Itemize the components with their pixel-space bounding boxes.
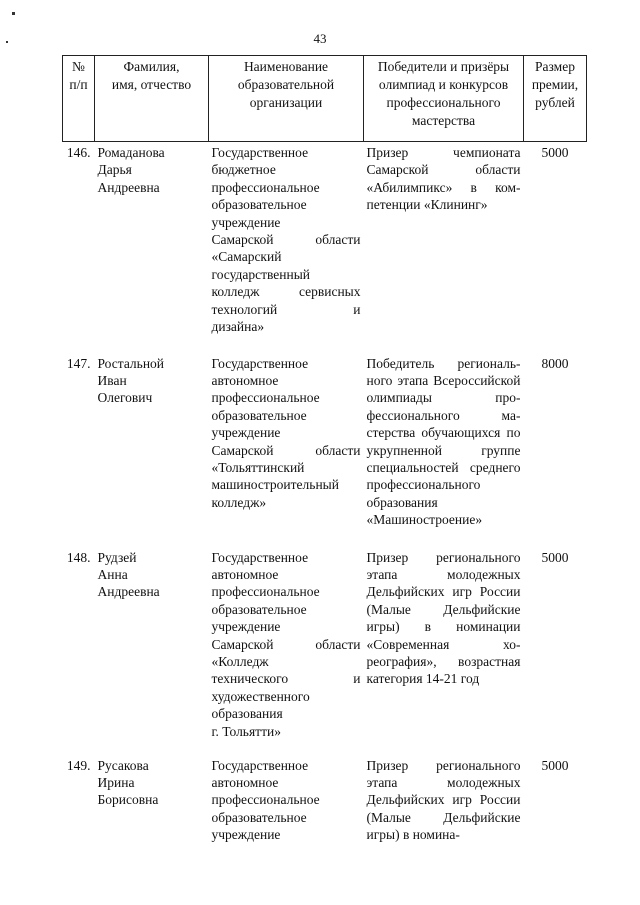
cell-line: Олегович bbox=[97, 390, 153, 406]
prize-amount: 5000 bbox=[541, 145, 569, 160]
cell-word: и bbox=[353, 671, 361, 687]
header-org: Наименование образовательной организации bbox=[209, 56, 364, 142]
cell-line: Андреевна bbox=[97, 584, 160, 600]
cell-line bbox=[212, 636, 361, 653]
cell-line: Рудзей bbox=[97, 549, 137, 565]
cell-line: автономное bbox=[211, 372, 279, 388]
cell-word: технического bbox=[211, 671, 289, 687]
cell-word: технологий bbox=[211, 301, 278, 317]
header-num: № п/п bbox=[63, 56, 95, 142]
awards-table bbox=[62, 55, 587, 855]
cell-line bbox=[212, 442, 361, 459]
achievement: Призер регионального этапа молодежных Дельфийских игр России (Малые Дельфийские игры) в номина- bbox=[366, 757, 521, 843]
header-prize: Размер премии, рублей bbox=[524, 56, 587, 142]
achievement: Призер чемпионата Самарской области «Абилимпикс» в компетенции «Клининг» bbox=[366, 145, 521, 213]
table-header bbox=[63, 56, 587, 142]
table-body bbox=[63, 142, 587, 855]
header-winners: Победители и призёры олимпиад и конкурсов профессионального мастерства bbox=[364, 56, 524, 142]
cell-line: Иван bbox=[97, 372, 127, 388]
row-number: 149. bbox=[66, 757, 91, 773]
cell-line: автономное bbox=[211, 774, 279, 790]
cell-line: колледж» bbox=[211, 494, 267, 510]
row-number: 146. bbox=[66, 145, 91, 160]
cell-line: учреждение bbox=[211, 619, 281, 635]
cell-line: образовательное bbox=[211, 407, 307, 423]
cell-line bbox=[212, 670, 361, 687]
achievement: Победитель регионального этапа Всероссийской олимпиады профессионального мастерства обучающихся по укрупненной группе специальностей среднего профессионального образования «Машиностроение» bbox=[366, 355, 521, 528]
cell-word: колледж bbox=[211, 284, 260, 300]
cell-line: Ирина bbox=[97, 774, 135, 790]
cell-line: Ростальной bbox=[97, 355, 165, 371]
cell-word: Самарской bbox=[211, 442, 274, 458]
cell-word: области bbox=[315, 232, 361, 248]
person-name bbox=[95, 353, 209, 547]
achievement: Призер регионального этапа молодежных Дельфийских игр России (Малые Дельфийские игры) в номинации «Современная хореография», возрастная категория 14-21 год bbox=[366, 549, 521, 687]
person-name bbox=[95, 142, 209, 353]
cell-line: Государственное bbox=[211, 549, 309, 565]
cell-line: г. Тольятти» bbox=[211, 723, 281, 739]
cell-word: Самарской bbox=[211, 636, 274, 652]
cell-line bbox=[212, 231, 361, 248]
organization bbox=[209, 755, 364, 855]
cell-line: образовательное bbox=[211, 197, 307, 213]
cell-line: Ромаданова bbox=[97, 145, 165, 160]
cell-line: учреждение bbox=[211, 827, 281, 843]
cell-line: Государственное bbox=[211, 757, 309, 773]
cell-line: государственный bbox=[211, 266, 311, 282]
person-name bbox=[95, 547, 209, 755]
cell-line: образовательное bbox=[211, 601, 307, 617]
cell-word: и bbox=[353, 301, 361, 317]
cell-line: учреждение bbox=[211, 425, 281, 441]
cell-line: Анна bbox=[97, 566, 128, 582]
table-row bbox=[63, 142, 587, 353]
cell-word: области bbox=[315, 442, 361, 458]
cell-line: Андреевна bbox=[97, 179, 160, 195]
table-row bbox=[63, 353, 587, 547]
row-number: 147. bbox=[66, 355, 91, 371]
page-number: 43 bbox=[313, 31, 327, 46]
cell-word: Самарской bbox=[211, 232, 274, 248]
cell-line: художественного bbox=[211, 688, 310, 704]
cell-line: учреждение bbox=[211, 214, 281, 230]
cell-line bbox=[212, 301, 361, 318]
cell-line: Государственное bbox=[211, 355, 309, 371]
cell-line: профессиональное bbox=[211, 179, 320, 195]
cell-line: Дарья bbox=[97, 162, 132, 178]
cell-line: «Колледж bbox=[211, 653, 269, 669]
prize-amount: 8000 bbox=[541, 355, 569, 371]
organization bbox=[209, 547, 364, 755]
cell-line bbox=[212, 283, 361, 300]
organization bbox=[209, 142, 364, 353]
cell-line: Русакова bbox=[97, 757, 149, 773]
row-number: 148. bbox=[66, 549, 91, 565]
scan-speck bbox=[12, 12, 15, 15]
person-name bbox=[95, 755, 209, 855]
cell-line: Государственное bbox=[211, 145, 309, 160]
cell-line: профессиональное bbox=[211, 792, 320, 808]
cell-line: профессиональное bbox=[211, 584, 320, 600]
cell-line: автономное bbox=[211, 566, 279, 582]
cell-line: бюджетное bbox=[211, 162, 276, 178]
cell-line: машиностроительный bbox=[211, 477, 339, 493]
cell-word: сервисных bbox=[298, 284, 361, 300]
prize-amount: 5000 bbox=[541, 757, 569, 773]
table-row bbox=[63, 547, 587, 755]
cell-line: образования bbox=[211, 706, 283, 722]
cell-line: профессиональное bbox=[211, 390, 320, 406]
table-row bbox=[63, 755, 587, 855]
cell-word: области bbox=[315, 636, 361, 652]
organization bbox=[209, 353, 364, 547]
prize-amount: 5000 bbox=[541, 549, 569, 565]
header-name: Фамилия, имя, отчество bbox=[95, 56, 209, 142]
cell-line: Борисовна bbox=[97, 792, 159, 808]
cell-line: дизайна» bbox=[211, 319, 265, 335]
cell-line: образовательное bbox=[211, 809, 307, 825]
cell-line: «Самарский bbox=[211, 249, 282, 265]
cell-line: «Тольяттинский bbox=[211, 459, 305, 475]
